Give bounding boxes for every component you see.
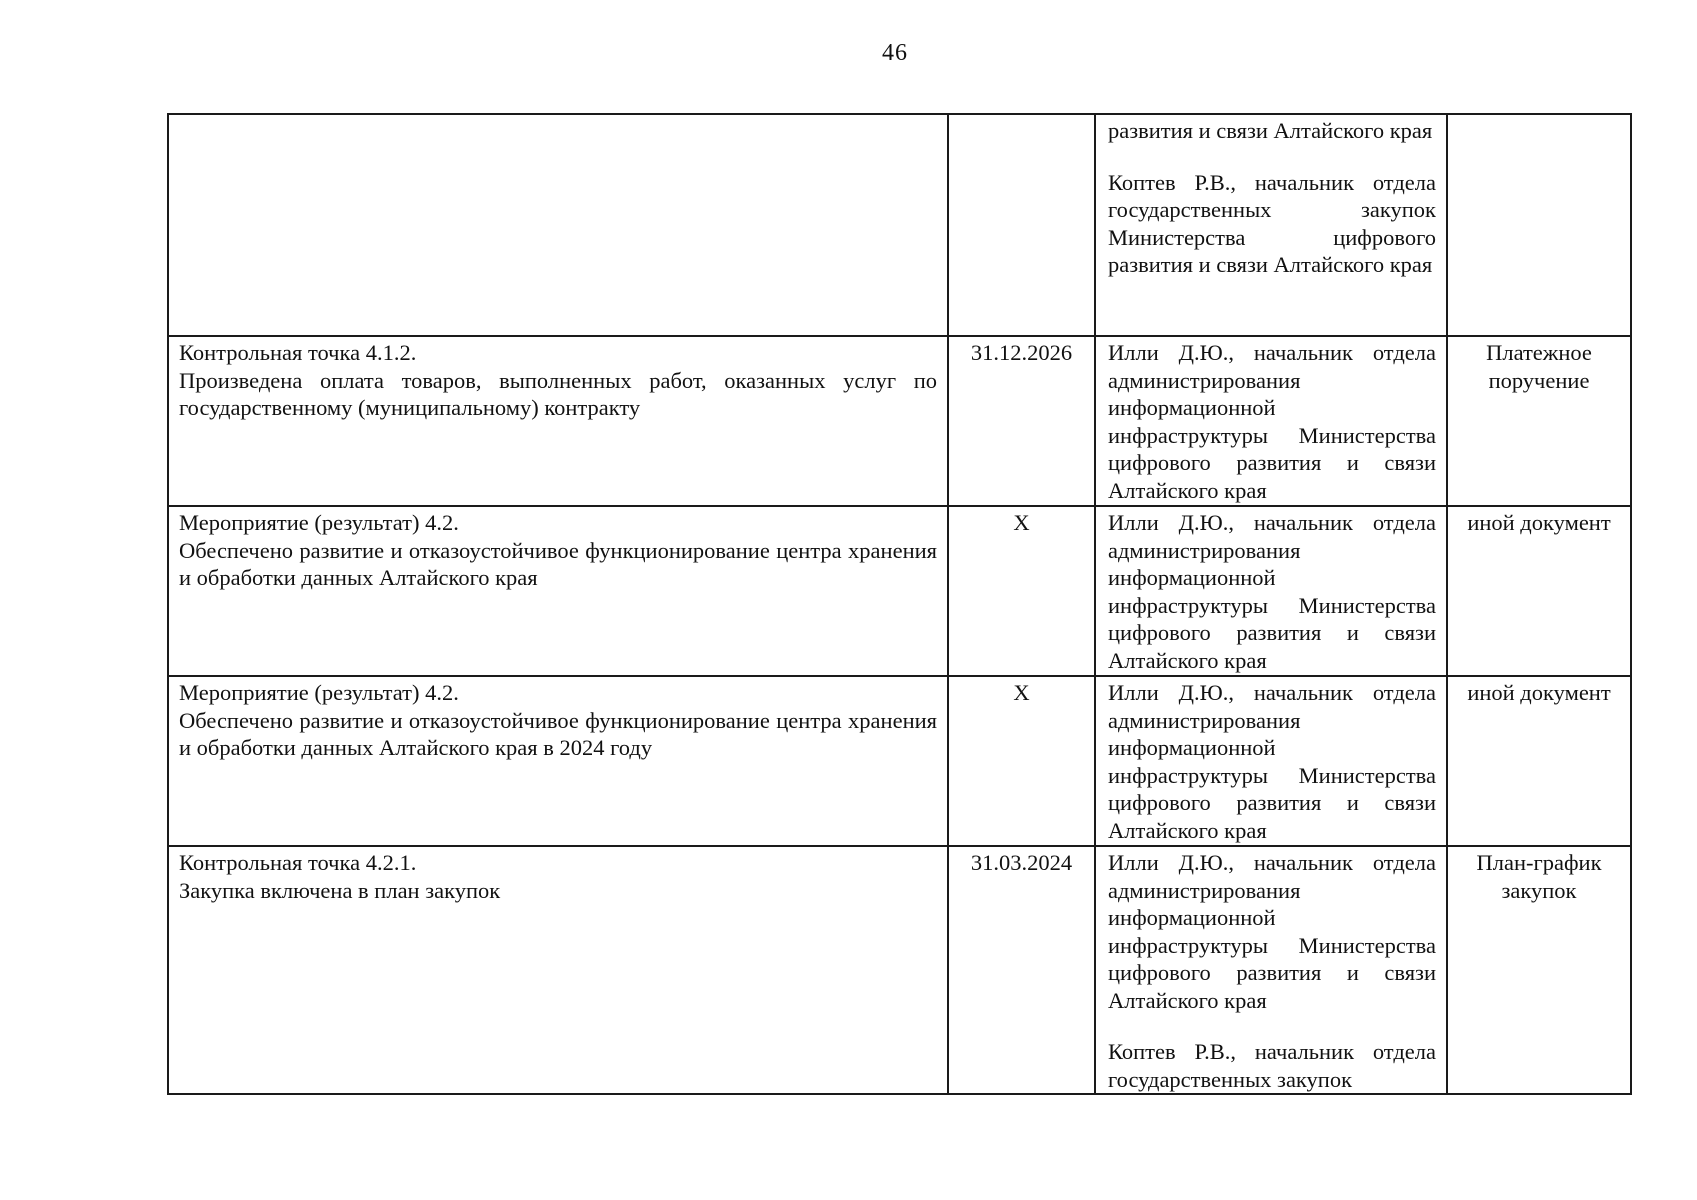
document-type: Платежное поручение [1486, 340, 1592, 393]
description-cell [168, 846, 948, 1094]
date-cell [948, 336, 1095, 506]
table-row [168, 676, 1631, 846]
responsible-entry: развития и связи Алтайского края [1108, 118, 1433, 143]
date-cell [948, 114, 1095, 336]
responsible-cell [1095, 114, 1447, 336]
table-row [168, 506, 1631, 676]
responsible-cell [1095, 506, 1447, 676]
table-row [168, 846, 1631, 1094]
document-type: План-график закупок [1476, 850, 1602, 903]
document-cell [1447, 114, 1631, 336]
document-cell [1447, 846, 1631, 1094]
description-cell [168, 676, 948, 846]
date-value: X [1013, 680, 1030, 705]
document-cell [1447, 506, 1631, 676]
responsible-entry: Илли Д.Ю., начальник отдела администрирования информационной инфраструктуры Министерства цифрового развития и связи Алтайского края [1108, 340, 1436, 503]
description-text: Произведена оплата товаров, выполненных работ, оказанных услуг по государственному (муниципальному) контракту [179, 367, 937, 420]
description-title: Контрольная точка 4.1.2. [179, 340, 417, 365]
description-title: Мероприятие (результат) 4.2. [179, 680, 459, 705]
responsible-entry: Илли Д.Ю., начальник отдела администрирования информационной инфраструктуры Министерства цифрового развития и связи Алтайского края [1108, 850, 1436, 1013]
document-cell [1447, 676, 1631, 846]
date-cell [948, 846, 1095, 1094]
description-title: Мероприятие (результат) 4.2. [179, 510, 459, 535]
document-type: иной документ [1467, 510, 1611, 535]
date-value: X [1013, 510, 1030, 535]
responsible-entry: Коптев Р.В., начальник отдела государственных закупок [1108, 1039, 1436, 1092]
description-cell [168, 114, 948, 336]
description-title: Контрольная точка 4.2.1. [179, 850, 417, 875]
table-row [168, 336, 1631, 506]
description-text: Закупка включена в план закупок [179, 877, 501, 903]
date-cell [948, 506, 1095, 676]
page-number: 46 [882, 40, 908, 66]
table-row [168, 114, 1631, 336]
document-type: иной документ [1467, 680, 1611, 705]
responsible-entry: Илли Д.Ю., начальник отдела администрирования информационной инфраструктуры Министерства цифрового развития и связи Алтайского края [1108, 510, 1436, 673]
responsible-cell [1095, 846, 1447, 1094]
description-cell [168, 336, 948, 506]
description-text: Обеспечено развитие и отказоустойчивое функционирование центра хранения и обработки данных Алтайского края [179, 537, 937, 590]
responsible-entry: Коптев Р.В., начальник отдела государственных закупок Министерства цифрового развития и связи Алтайского края [1108, 169, 1436, 277]
date-value [949, 115, 1094, 117]
date-value: 31.03.2024 [970, 850, 1073, 875]
responsible-cell [1095, 676, 1447, 846]
description-text: Обеспечено развитие и отказоустойчивое функционирование центра хранения и обработки данных Алтайского края в 2024 году [179, 707, 937, 760]
date-cell [948, 676, 1095, 846]
responsible-entry: Илли Д.Ю., начальник отдела администрирования информационной инфраструктуры Министерства цифрового развития и связи Алтайского края [1108, 680, 1436, 843]
responsible-cell [1095, 336, 1447, 506]
control-points-table [167, 113, 1632, 1095]
document-cell [1447, 336, 1631, 506]
description-cell [168, 506, 948, 676]
date-value: 31.12.2026 [970, 340, 1073, 365]
document-type [1448, 115, 1630, 117]
